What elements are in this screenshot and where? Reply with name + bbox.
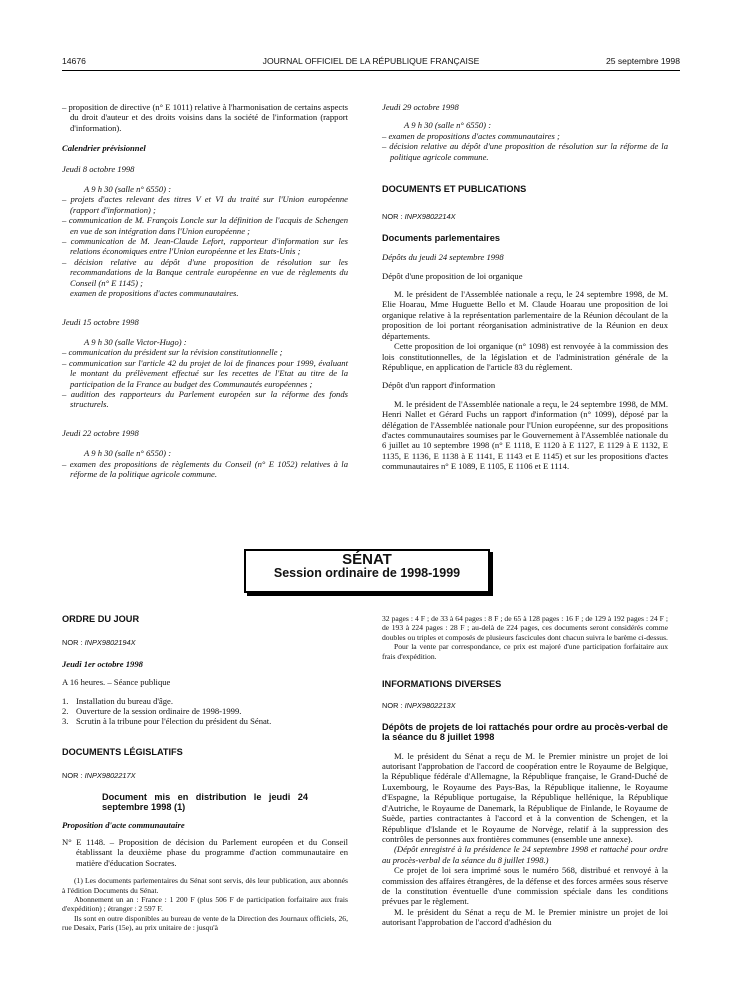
item-number: 1.: [62, 695, 69, 706]
page-number: 14676: [62, 56, 86, 66]
footnote-continued: Pour la vente par correspondance, ce prix est majoré d'une participation forfaitaire aux frais d'expédition.: [382, 642, 668, 661]
nor-reference: [382, 701, 668, 711]
section-heading: DOCUMENTS ET PUBLICATIONS: [382, 184, 527, 195]
subsection-heading: Documents parlementaires: [382, 232, 500, 243]
right-top-column: [382, 102, 668, 472]
left-top-column: [62, 102, 348, 479]
day-time: A 9 h 30 (salle n° 6550) :: [404, 120, 492, 131]
nor-reference: [62, 771, 348, 781]
day-time: A 9 h 30 (salle Victor-Hugo) :: [84, 336, 187, 347]
ordre-item: [62, 706, 348, 716]
day-heading: Jeudi 15 octobre 1998: [62, 316, 139, 327]
prop-text: N° E 1148. – Proposition de décision du Parlement européen et du Conseil établissant la deuxième phase du programme d'action communautaire en matière d'éducation Socrates.: [62, 836, 348, 868]
nor-code: INPX9802214X: [404, 212, 456, 222]
nor-label: NOR :: [382, 212, 405, 222]
agenda-item: – audition des rapporteurs du Parlement européen sur la réforme des fonds structurels.: [62, 388, 348, 410]
footnote-continued: 32 pages : 4 F ; de 33 à 64 pages : 8 F ; de 65 à 128 pages : 16 F ; de 129 à 192 pages : 24 F ; de 193 à 224 pages : 28 F ; au-delà de 224 pages, ces documents seront considérés comme doubles ou triples et composés de plusieurs fascicules dont chacun suivra le barème ci-dessus.: [382, 614, 668, 642]
senat-title: SÉNAT: [342, 551, 392, 568]
day-heading: Jeudi 22 octobre 1998: [62, 427, 139, 438]
left-bottom-column: [62, 614, 348, 933]
paragraph: M. le président du Sénat a reçu de M. le Premier ministre un projet de loi autorisant l'approbation de l'accord de coopération entre le Royaume de Belgique, la République fédérale d'Allemagne, la République française, le Grand-Duché de Luxembourg, le Royaume des Pays-Bas, la République italienne, le Royaume d'Espagne, la République portugaise, la République hellénique, la République d'Autriche, le Royaume de Danemark, la République de Finlande, le Royaume de Suède, parties contractantes à l'accord et à la convention de Schengen, et la République d'Islande et le Royaume de Norvège, relatif à la suppression des contrôles de personnes aux frontières communes (ensemble une annexe).: [382, 750, 668, 844]
section-heading: INFORMATIONS DIVERSES: [382, 679, 502, 690]
depot-title: Dépôt d'une proposition de loi organique: [382, 270, 523, 281]
nor-reference: [382, 212, 668, 222]
session-date: Jeudi 1er octobre 1998: [62, 658, 143, 669]
depot-title: Dépôt d'un rapport d'information: [382, 380, 496, 391]
footnote: (1) Les documents parlementaires du Sénat sont servis, dès leur publication, aux abonnés à l'édition Documents du Sénat.: [62, 876, 348, 895]
senat-banner: [244, 549, 490, 593]
item-number: 2.: [62, 706, 69, 717]
agenda-item: – communication de M. Jean-Claude Lefort, rapporteur d'information sur les relations économiques entre l'Union européenne et les Etats-Unis ;: [62, 236, 348, 257]
nor-label: NOR :: [62, 771, 85, 781]
paragraph: M. le président de l'Assemblée nationale a reçu, le 24 septembre 1998, de MM. Henri Nallet et Gérard Fuchs un rapport d'information (n° 1099), déposé par la délégation de l'Assemblée nationale pour l'Union européenne, sur des propositions d'actes communautaires soumises par le Gouvernement à l'Assemblée nationale du 6 juillet au 10 septembre 1998 (n° E 1118, E 1120 à E 1127, E 1129 à E 1132, E 1135, E 1136, E 1138 à E 1141, E 1143 et E 1145) et sur les propositions d'actes communautaires n° E 1089, E 1105, E 1106 et E 1114.: [382, 398, 668, 472]
agenda-item: – communication sur l'article 42 du projet de loi de finances pour 1999, évaluant le montant du prélèvement effectué sur les recettes de l'Etat au titre de la participation de la France au budget des Communautés européennes ;: [62, 357, 348, 389]
agenda-item: examen de propositions d'actes communautaires.: [70, 288, 239, 299]
nor-code: INPX9802194X: [84, 638, 136, 648]
item-text: Scrutin à la tribune pour l'élection du président du Sénat.: [76, 716, 272, 727]
day-heading: Jeudi 29 octobre 1998: [382, 102, 459, 112]
nor-code: INPX9802213X: [404, 701, 456, 711]
calendrier-title: Calendrier prévisionnel: [62, 143, 146, 154]
agenda-item: – communication de M. François Loncle sur la définition de l'acquis de Schengen en vue de son intégration dans l'Union européenne ;: [62, 215, 348, 236]
nor-label: NOR :: [62, 638, 85, 648]
nor-label: NOR :: [382, 701, 405, 711]
ordre-item: [62, 716, 348, 726]
section-heading: DOCUMENTS LÉGISLATIFS: [62, 746, 183, 757]
footnote: Ils sont en outre disponibles au bureau de vente de la Direction des Journaux officiels, 26, rue Desaix, Paris (15e), au prix unitaire de : jusqu'à: [62, 913, 348, 933]
depots-date: Dépôts du jeudi 24 septembre 1998: [382, 252, 504, 263]
seance-line: A 16 heures. – Séance publique: [62, 677, 171, 688]
agenda-item: – projets d'actes relevant des titres V et VI du traité sur l'Union européenne (rapport d'information) ;: [62, 194, 348, 215]
paragraph: M. le président du Sénat a reçu de M. le Premier ministre un projet de loi autorisant l'approbation de l'accord d'adhésion du: [382, 906, 668, 928]
header-rule: [62, 70, 680, 71]
paragraph: Ce projet de loi sera imprimé sous le numéro 568, distribué et renvoyé à la commission des affaires étrangères, de la défense et des forces armées sous réserve de la constitution éventuelle d'une commission spéciale dans les conditions prévues par le règlement.: [382, 865, 668, 907]
footnote: Abonnement un an : France : 1 200 F (plus 506 F de participation forfaitaire aux frais d'expédition) ; étranger : 2 597 F.: [62, 894, 348, 914]
agenda-item: – communication du président sur la révision constitutionnelle ;: [62, 347, 283, 358]
docs-title: Document mis en distribution le jeudi 24 septembre 1998 (1): [102, 791, 308, 813]
issue-date: 25 septembre 1998: [605, 56, 680, 66]
agenda-item: – examen des propositions de règlements du Conseil (n° E 1052) relatives à la réforme de la politique agricole commune.: [62, 458, 348, 479]
item-text: Installation du bureau d'âge.: [76, 695, 174, 706]
paragraph: M. le président de l'Assemblée nationale a reçu, le 24 septembre 1998, de M. Elie Hoarau, Mme Huguette Bello et M. Claude Hoarau une proposition de loi organique relative à la représentation parlementaire de la Réunion découlant de la proposition de loi portant réorganisation administrative de la Réunion en deux départements.: [382, 289, 668, 341]
nor-code: INPX9802217X: [84, 771, 136, 781]
day-time: A 9 h 30 (salle n° 6550) :: [84, 448, 172, 459]
right-bottom-column: [382, 614, 668, 928]
senat-subtitle: Session ordinaire de 1998-1999: [273, 566, 461, 581]
depots-title: Dépôts de projets de loi rattachés pour ordre au procès-verbal de la séance du 8 juillet 1998: [382, 721, 668, 743]
paragraph: Cette proposition de loi organique (n° 1098) est renvoyée à la commission des lois constitutionnelles, de la législation et de l'administration générale de la République, en application de l'article 83 du règlement.: [382, 341, 668, 372]
page-header: [62, 56, 680, 68]
agenda-item: – examen de propositions d'actes communautaires ;: [382, 130, 560, 141]
item-number: 3.: [62, 716, 69, 727]
day-time: A 9 h 30 (salle n° 6550) :: [84, 184, 172, 195]
item-text: Ouverture de la session ordinaire de 1998-1999.: [76, 706, 242, 717]
prop-title: Proposition d'acte communautaire: [62, 820, 185, 831]
journal-title: JOURNAL OFFICIEL DE LA RÉPUBLIQUE FRANÇAISE: [262, 56, 480, 66]
ordre-item: [62, 696, 348, 706]
agenda-item: – décision relative au dépôt d'une proposition de résolution sur la réforme de la politique agricole commune.: [382, 141, 668, 162]
section-heading: ORDRE DU JOUR: [62, 614, 140, 624]
intro-item: – proposition de directive (n° E 1011) relative à l'harmonisation de certains aspects du droit d'auteur et des droits voisins dans la société de l'information (rapport d'information).: [62, 102, 348, 133]
day-heading: Jeudi 8 octobre 1998: [62, 163, 135, 174]
nor-reference: [62, 638, 348, 648]
paragraph: (Dépôt enregistré à la présidence le 24 septembre 1998 et rattaché pour ordre au procès-verbal de la séance du 8 juillet 1998.): [382, 844, 668, 865]
agenda-item: – décision relative au dépôt d'une proposition de résolution sur les recommandations de la Banque centrale européenne en vue de règlements du Conseil (n° E 1145) ;: [62, 256, 348, 288]
